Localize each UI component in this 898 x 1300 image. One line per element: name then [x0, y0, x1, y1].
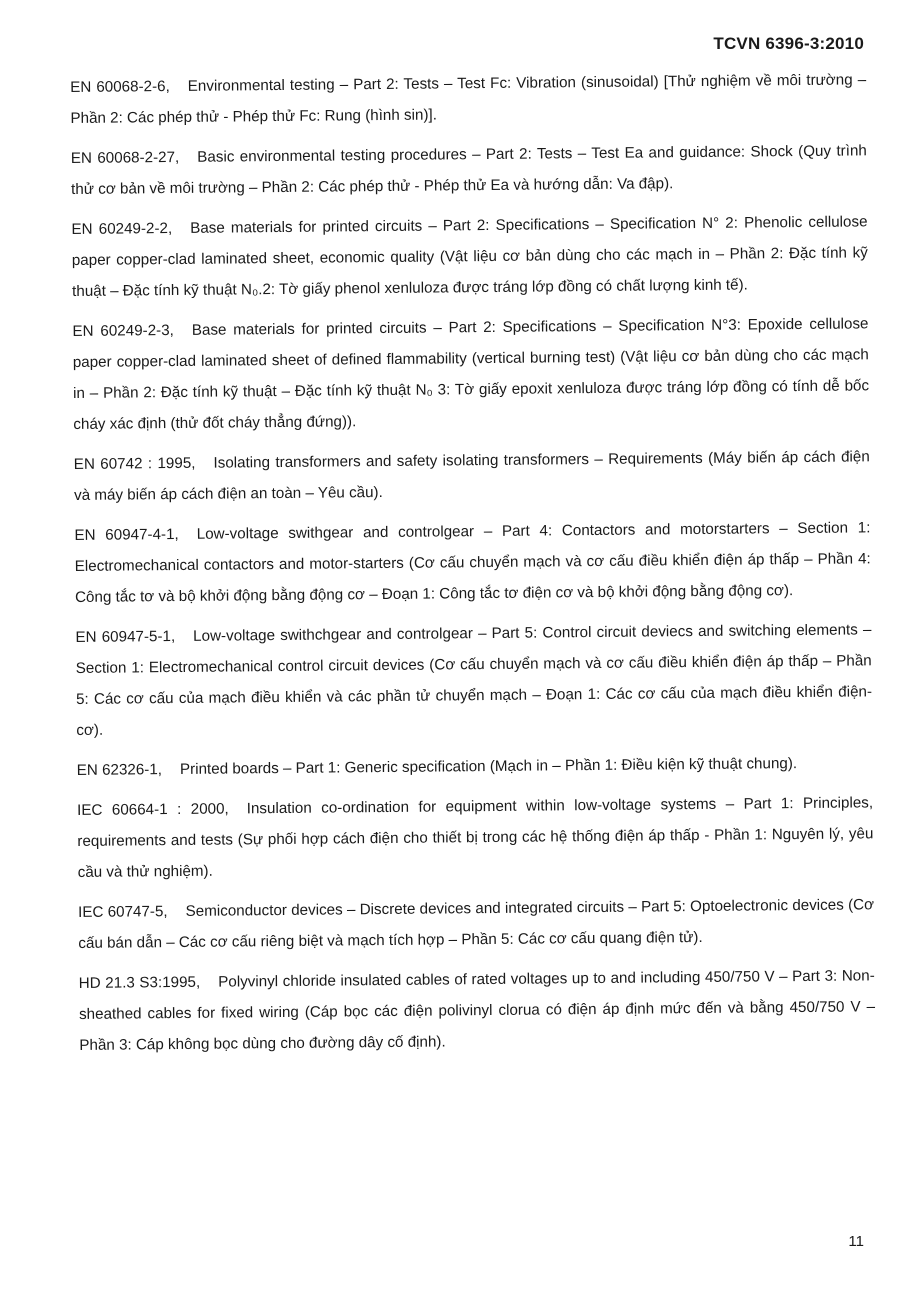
reference-item: [71, 206, 868, 307]
reference-code: EN 60249-2-2,: [71, 220, 173, 238]
reference-code: EN 62326-1,: [76, 761, 163, 779]
reference-item: [78, 889, 875, 959]
reference-code: EN 60249-2-3,: [72, 322, 174, 340]
reference-list: [70, 64, 876, 1070]
reference-item: [79, 960, 876, 1061]
reference-code: IEC 60747-5,: [77, 903, 168, 921]
reference-item: [70, 64, 867, 134]
standard-number: TCVN 6396-3:2010: [713, 34, 864, 53]
reference-code: EN 60068-2-27,: [70, 148, 180, 167]
reference-item: [71, 135, 868, 205]
reference-code: EN 60947-5-1,: [75, 628, 176, 646]
reference-item: [77, 747, 873, 786]
reference-text: Basic environmental testing procedures – Part 2: Tests – Test Ea and guidance: Shock (Quy trình thử cơ bản về môi trường – Phần 2: Các phép thử - Phép thử Ea và hướng dẫn: Va đập).: [71, 142, 867, 198]
reference-code: HD 21.3 S3:1995,: [78, 973, 201, 992]
reference-item: [72, 308, 869, 440]
reference-item: [77, 787, 874, 888]
reference-item: [74, 441, 871, 511]
reference-text: Low-voltage swithgear and controlgear – Part 4: Contactors and motorstarters – Section 1: Electromechanical contactors and motor-starters (Cơ cấu chuyển mạch và cơ cấu điều khiển điện áp thấp – Phần 4: Công tắc tơ và bộ khởi động bằng động cơ – Đoạn 1: Công tắc tơ điện cơ và bộ khởi động bằng động cơ).: [74, 519, 871, 606]
reference-text: Low-voltage swithchgear and controlgear – Part 5: Control circuit deviecs and switching elements – Section 1: Electromechanical control circuit devices (Cơ cấu chuyển mạch và cơ cấu điều khiển điện áp thấp – Phần 5: Các cơ cấu của mạch điều khiển và các phần tử chuyển mạch – Đoạn 1: Các cơ cấu của mạch điều khiển điện-cơ).: [75, 621, 873, 739]
reference-text: Insulation co-ordination for equipment within low-voltage systems – Part 1: Principles, requirements and tests (Sự phối hợp cách điện cho thiết bị trong các hệ thống điện áp thấp - Phần 1: Nguyên lý, yêu cầu và thử nghiệm).: [77, 794, 874, 881]
reference-text: Polyvinyl chloride insulated cables of rated voltages up to and including 450/750 V – Part 3: Non-sheathed cables for fixed wiring (Cáp bọc các điện polivinyl clorua có điện áp định mức đến và bằng 450/750 V – Phần 3: Cáp không bọc dùng cho đường dây cố định).: [78, 967, 876, 1054]
reference-code: IEC 60664-1 : 2000,: [77, 800, 229, 819]
reference-text: Base materials for printed circuits – Part 2: Specifications – Specification N° 2: Phenolic cellulose paper copper-clad laminated sheet, economic quality (Vật liệu cơ bản dùng cho các mạch in – Phần 2: Đặc tính kỹ thuật – Đặc tính kỹ thuật N₀.2: Tờ giấy phenol xenluloza được tráng lớp đồng có chất lượng kinh tế).: [71, 213, 868, 300]
reference-code: EN 60947-4-1,: [74, 525, 179, 544]
page-number: 11: [848, 1233, 864, 1250]
reference-text: Semiconductor devices – Discrete devices and integrated circuits – Part 5: Optoelectronic devices (Cơ cấu bán dẫn – Các cơ cấu riêng biệt và mạch tích hợp – Phần 5: Các cơ cấu quang điện tử).: [78, 896, 875, 952]
reference-text: Base materials for printed circuits – Part 2: Specifications – Specification N°3: Epoxide cellulose paper copper-clad laminated sheet of defined flammability (vertical burning test) (Vật liệu cơ bản dùng cho các mạch in – Phần 2: Đặc tính kỹ thuật – Đặc tính kỹ thuật N₀ 3: Tờ giấy epoxit xenluloza được tráng lớp đồng có tính dễ bốc cháy xác định (thử đốt cháy thẳng đứng)).: [72, 315, 870, 433]
reference-item: [74, 512, 871, 613]
reference-text: Isolating transformers and safety isolating transformers – Requirements (Máy biến áp cách điện và máy biến áp cách điện an toàn – Yêu cầu).: [73, 448, 870, 504]
reference-code: EN 60742 : 1995,: [73, 454, 196, 473]
reference-item: [75, 614, 872, 746]
reference-code: EN 60068-2-6,: [70, 78, 170, 96]
reference-text: Printed boards – Part 1: Generic specification (Mạch in – Phần 1: Điều kiện kỹ thuật chung).: [179, 755, 798, 778]
reference-text: Environmental testing – Part 2: Tests – Test Fc: Vibration (sinusoidal) [Thử nghiệm về môi trường – Phần 2: Các phép thử - Phép thử Fc: Rung (hình sin)].: [70, 71, 867, 127]
